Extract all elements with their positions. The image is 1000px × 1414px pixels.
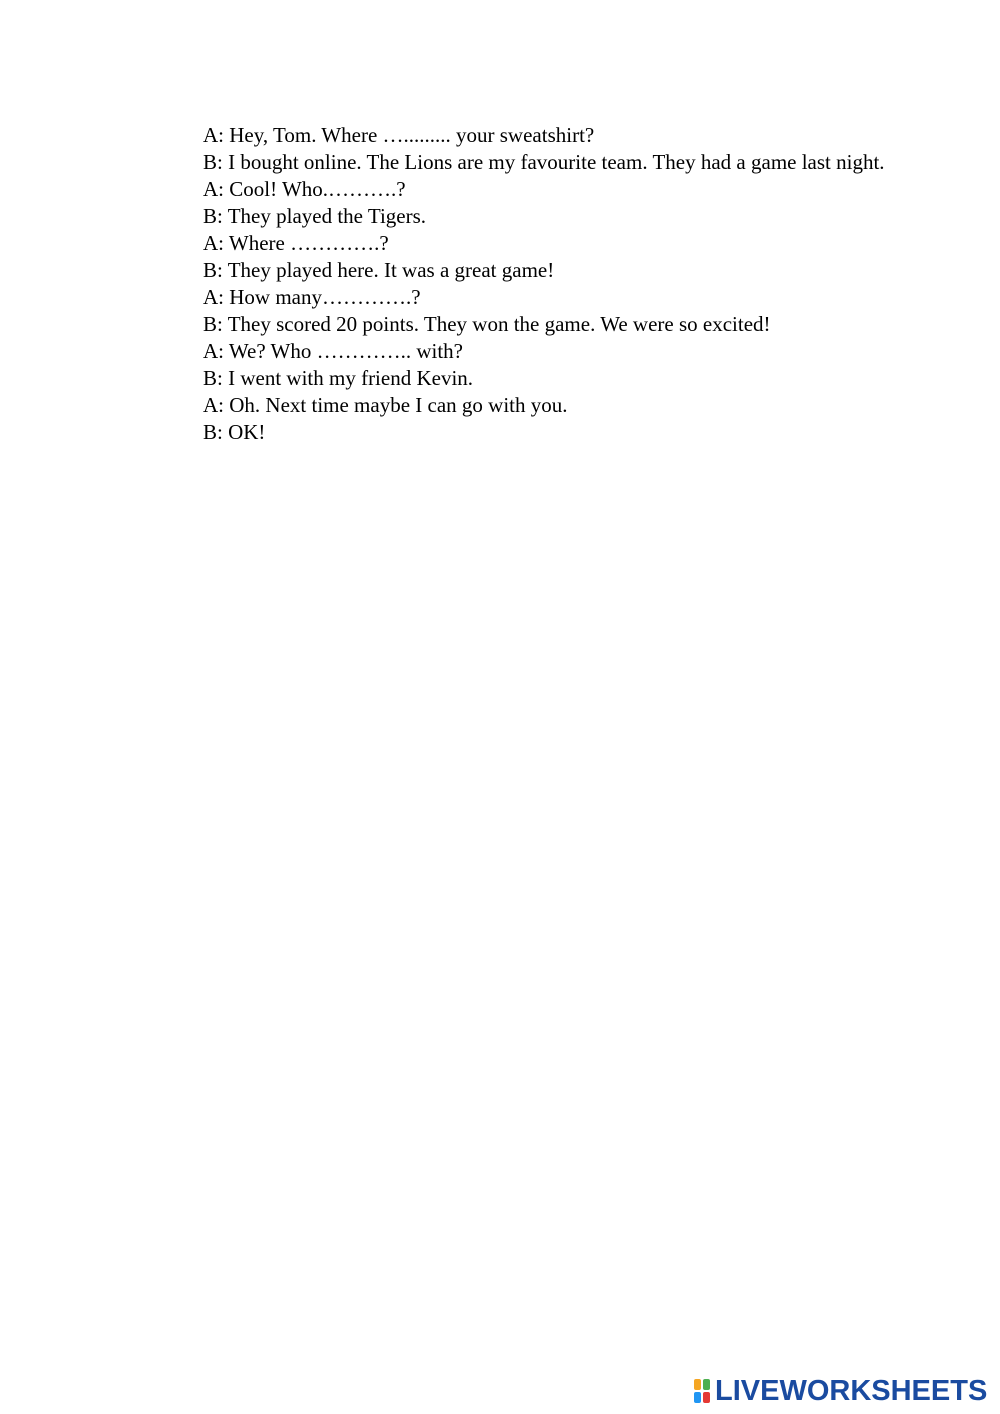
dialogue-text [143, 122, 928, 446]
logo-mark-square [703, 1392, 710, 1403]
dialogue-line-1: A: Hey, Tom. Where …......... your sweatshirt? [203, 123, 595, 147]
dialogue-line-5: A: Where ………….? [203, 231, 389, 255]
logo-mark-square [694, 1379, 701, 1390]
dialogue-line-8: B: They scored 20 points. They won the game. We were so excited! [203, 312, 771, 336]
logo-mark-icon [693, 1378, 711, 1404]
dialogue-line-4: B: They played the Tigers. [203, 204, 427, 228]
liveworksheets-logo [693, 1376, 987, 1406]
dialogue-line-12: B: OK! [203, 420, 266, 444]
dialogue-line-3: A: Cool! Who.……….? [203, 177, 406, 201]
logo-mark-square [694, 1392, 701, 1403]
dialogue-line-6: B: They played here. It was a great game! [203, 258, 555, 282]
dialogue-line-9: A: We? Who ………….. with? [203, 339, 463, 363]
dialogue-line-2: B: I bought online. The Lions are my favourite team. They had a game last night. [203, 150, 885, 174]
dialogue-line-7: A: How many………….? [203, 285, 421, 309]
logo-mark-square [703, 1379, 710, 1390]
dialogue-line-11: A: Oh. Next time maybe I can go with you. [203, 393, 568, 417]
logo-text: LIVEWORKSHEETS [715, 1375, 988, 1407]
dialogue-line-10: B: I went with my friend Kevin. [203, 366, 474, 390]
